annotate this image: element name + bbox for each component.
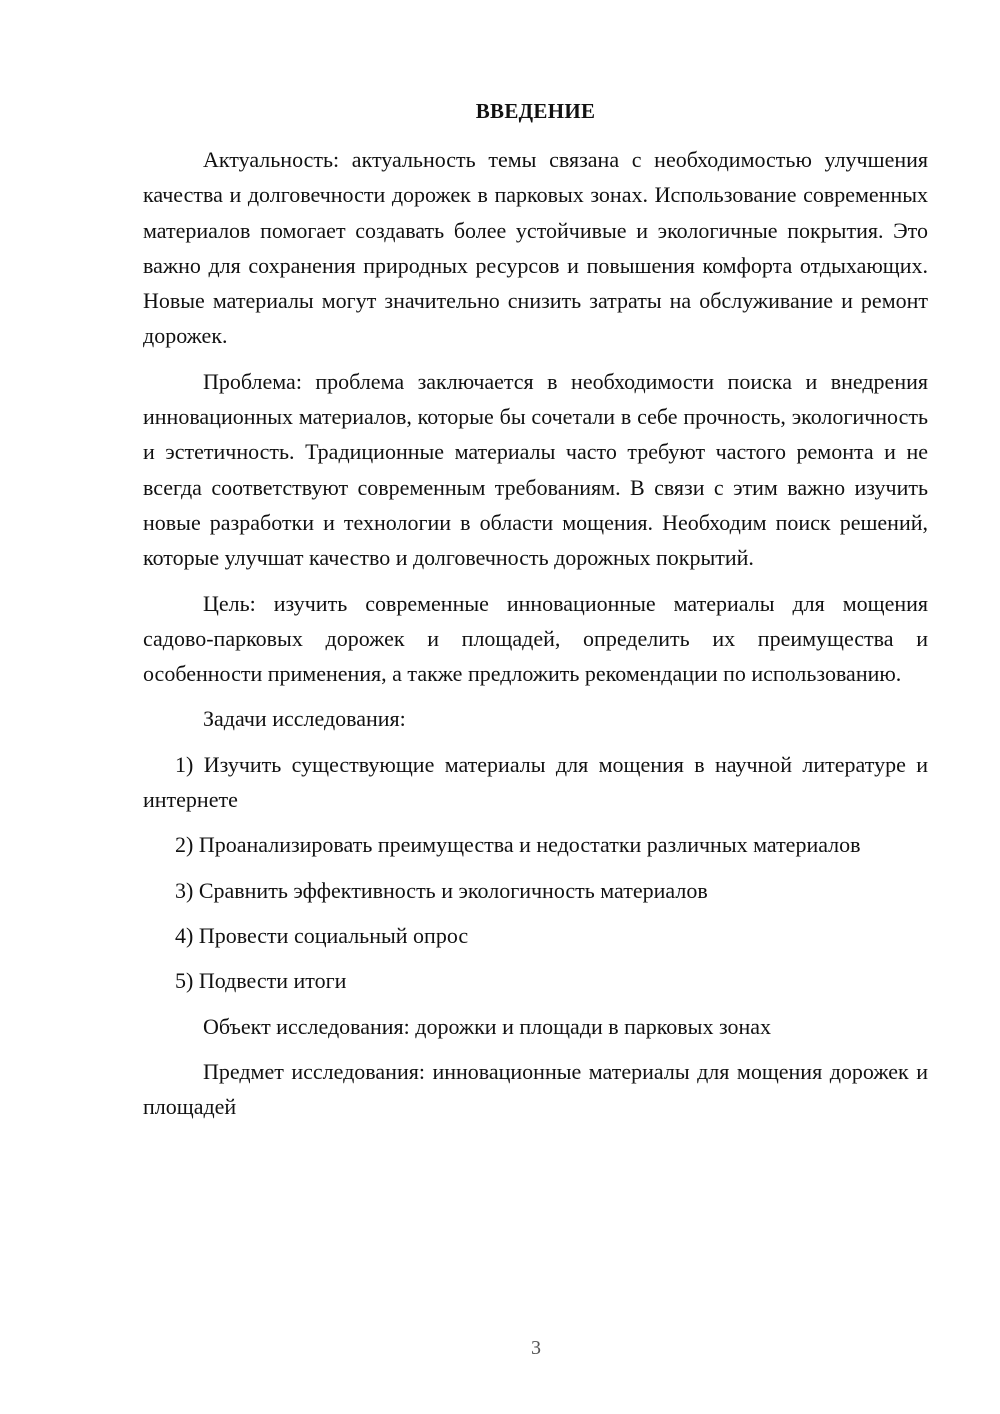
problem-paragraph: Проблема: проблема заключается в необходимости поиска и внедрения инновационных материалов, которые бы сочетали в себе прочность, экологичность и эстетичность. Традиционные материалы часто требуют частого ремонта и не всегда соответствуют современным требованиям. В связи с этим важно изучить новые разработки и технологии в области мощения. Необходим поиск решений, которые улучшат качество и долговечность дорожных покрытий. — [143, 368, 928, 571]
task-item-5: 5) Подвести итоги — [175, 968, 347, 994]
goal-paragraph: Цель: изучить современные инновационные материалы для мощения садово-парковых дорожек и площадей, определить их преимущества и особенности применения, а также предложить рекомендации по использованию. — [143, 590, 928, 687]
task-item-1: 1) Изучить существующие материалы для мощения в научной литературе и интернете — [143, 751, 928, 813]
object-paragraph: Объект исследования: дорожки и площади в парковых зонах — [203, 1013, 772, 1039]
tasks-heading: Задачи исследования: — [203, 706, 406, 732]
task-item-4: 4) Провести социальный опрос — [175, 922, 469, 948]
relevance-paragraph: Актуальность: актуальность темы связана с необходимостью улучшения качества и долговечности дорожек в парковых зонах. Использование современных материалов помогает создавать более устойчивые и экологичные покрытия. Это важно для сохранения природных ресурсов и повышения комфорта отдыхающих. Новые материалы могут значительно снизить затраты на обслуживание и ремонт дорожек. — [143, 147, 928, 349]
page-number: 3 — [531, 1337, 541, 1359]
document-body — [143, 142, 928, 1134]
subject-paragraph: Предмет исследования: инновационные материалы для мощения дорожек и площадей — [143, 1058, 928, 1120]
task-item-3: 3) Сравнить эффективность и экологичность материалов — [175, 877, 708, 903]
section-title: ВВЕДЕНИЕ — [475, 99, 596, 123]
task-item-2: 2) Проанализировать преимущества и недостатки различных материалов — [175, 832, 861, 858]
